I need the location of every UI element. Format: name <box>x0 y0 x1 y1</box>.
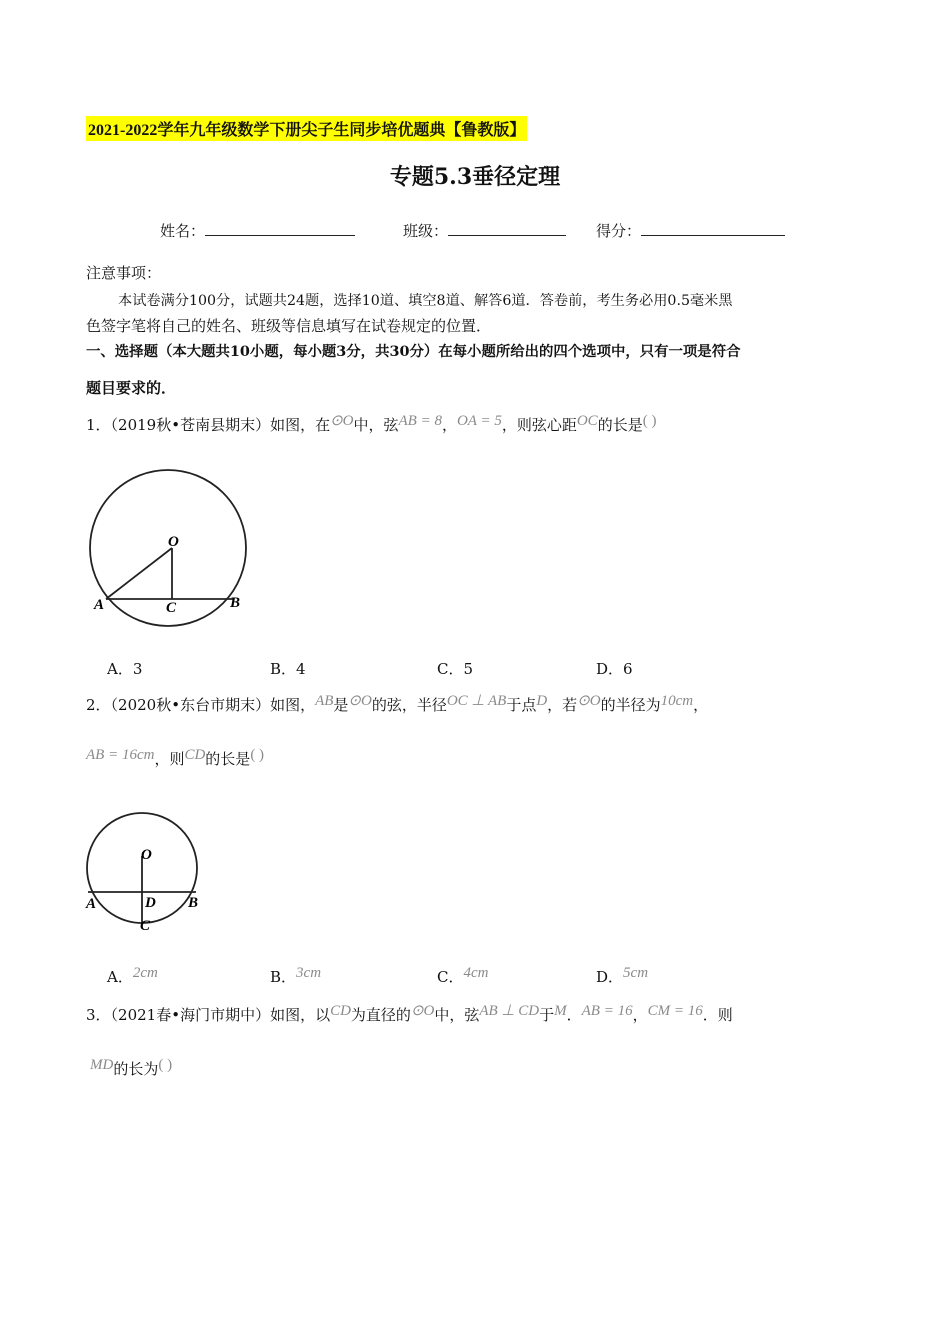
notice-line-2: 色签字笔将自己的姓名、班级等信息填写在试卷规定的位置． <box>86 317 492 335</box>
q2-option-a[interactable]: A．2cm <box>107 965 158 986</box>
question-2-text-cont: AB = 16cm，则CD的长是( ) <box>86 747 265 768</box>
class-field[interactable] <box>403 220 566 241</box>
question-2-text: 2．（2020秋•东台市期末）如图，AB是⊙O的弦，半径OC ⊥ AB于点D，若⊙O的半径为10cm， <box>86 693 709 714</box>
question-3-text-cont: MD的长为( ) <box>90 1057 173 1078</box>
q2-option-b[interactable]: B．3cm <box>270 965 322 986</box>
label-a: A <box>94 597 105 613</box>
name-blank[interactable] <box>205 221 355 236</box>
answer-paren: ( ) <box>250 747 265 763</box>
answer-paren: ( ) <box>158 1057 173 1073</box>
score-label: 得分： <box>596 222 642 240</box>
q1-option-d[interactable]: D．6 <box>596 660 633 678</box>
page-title: 专题5.3垂径定理 <box>389 164 561 190</box>
label-b: B <box>188 895 199 911</box>
circle-o-symbol: ⊙O <box>330 413 354 429</box>
q2-option-d[interactable]: D．5cm <box>596 965 649 986</box>
label-a: A <box>86 896 97 912</box>
label-c: C <box>140 918 151 934</box>
score-field[interactable] <box>596 220 785 241</box>
label-d: D <box>145 895 156 911</box>
name-field[interactable] <box>160 220 355 241</box>
label-o: O <box>168 534 179 550</box>
series-tag: 2021-2022学年九年级数学下册尖子生同步培优题典【鲁教版】 <box>86 116 527 141</box>
label-c: C <box>166 600 177 616</box>
answer-paren: ( ) <box>642 413 657 429</box>
q1-option-b[interactable]: B．4 <box>270 660 306 678</box>
question-1-figure <box>84 466 264 646</box>
question-3-text: 3．（2021春•海门市期中）如图，以CD为直径的⊙O中，弦AB ⊥ CD于M．AB = 16，CM = 16．则 <box>86 1003 733 1024</box>
section-heading-line-1: 一、选择题（本大题共10小题，每小题3分，共30分）在每小题所给出的四个选项中，只有一项是符合 <box>86 343 741 360</box>
question-1-text: 1．（2019秋•苍南县期末）如图，在⊙O中，弦AB = 8，OA = 5，则弦心距OC的长是( ) <box>86 413 657 434</box>
class-blank[interactable] <box>448 221 566 236</box>
label-o: O <box>141 847 152 863</box>
notice-heading: 注意事项： <box>86 264 162 282</box>
segment-oa <box>106 548 172 599</box>
label-b: B <box>230 595 241 611</box>
q1-option-c[interactable]: C．5 <box>437 660 474 678</box>
name-label: 姓名： <box>160 222 206 240</box>
score-blank[interactable] <box>641 221 785 236</box>
q2-option-c[interactable]: C．4cm <box>437 965 489 986</box>
class-label: 班级： <box>403 222 449 240</box>
question-2-figure <box>80 796 210 938</box>
section-heading-line-2: 题目要求的． <box>86 379 177 397</box>
q1-option-a[interactable]: A．3 <box>107 660 143 678</box>
notice-line-1: 本试卷满分100分，试题共24题，选择10道、填空8道、解答6道．答卷前，考生务必用0.5毫米黑 <box>118 293 733 309</box>
